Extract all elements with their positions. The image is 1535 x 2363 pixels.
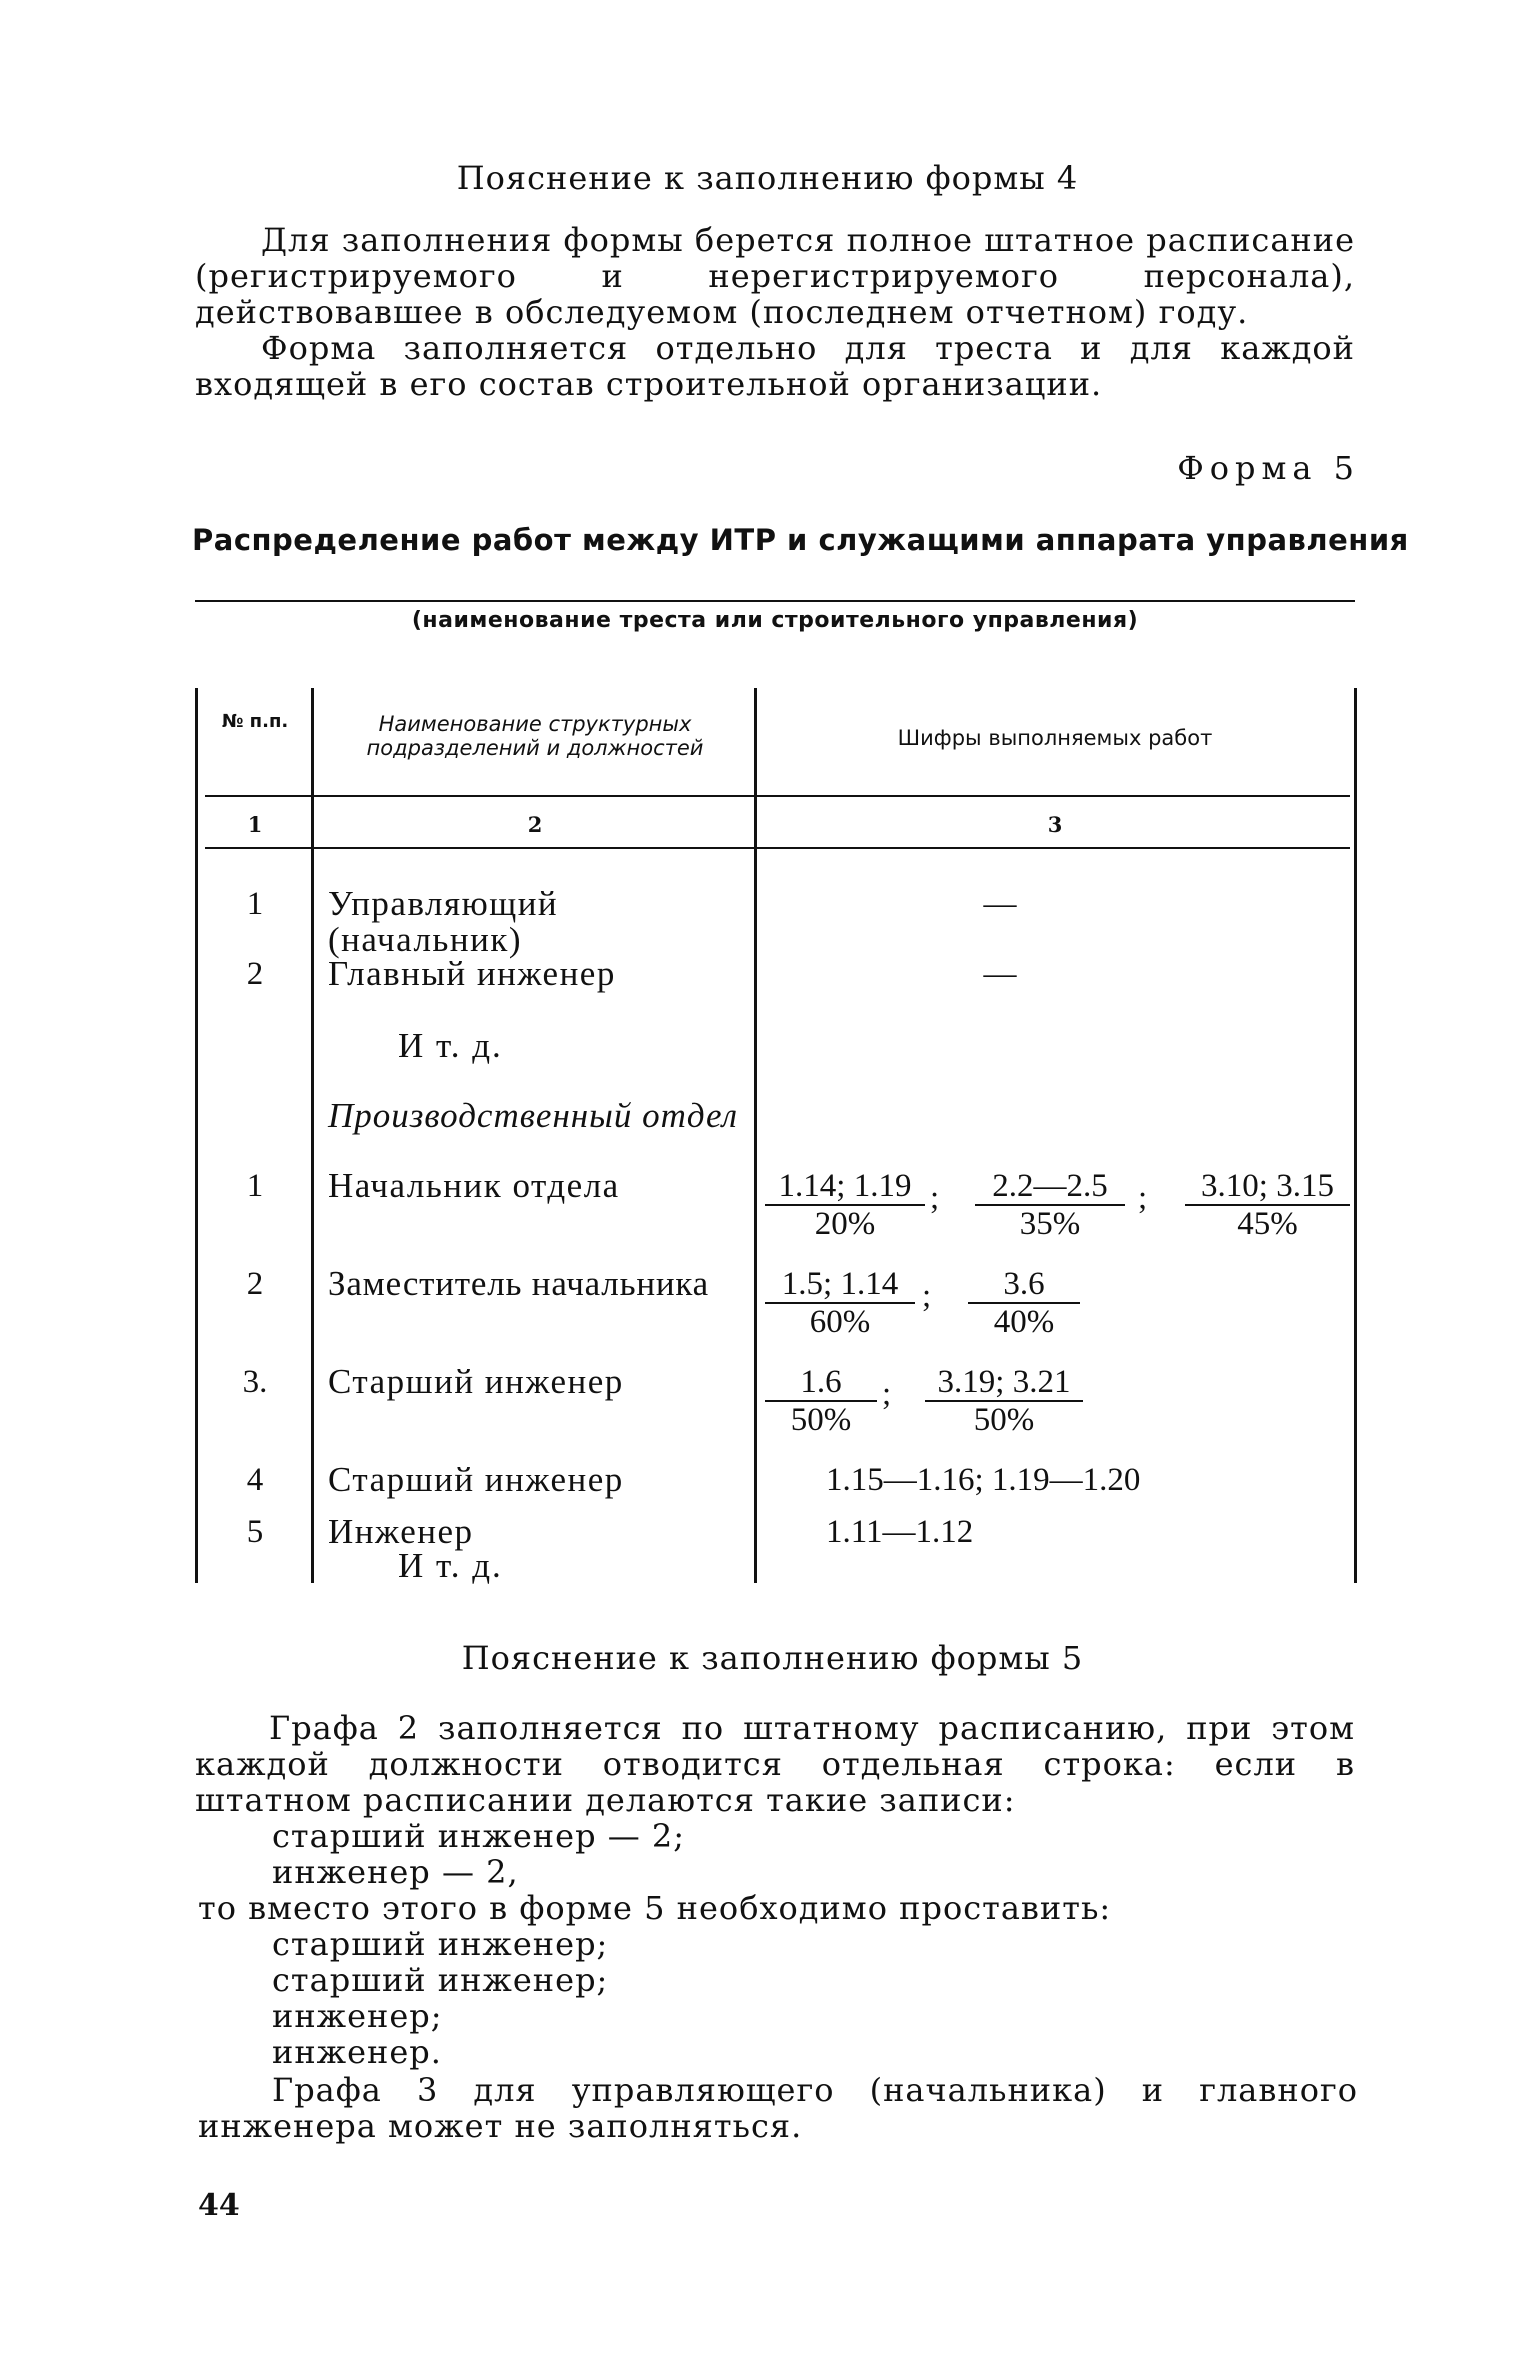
explanation5-list-item: старший инженер;	[272, 1925, 609, 1963]
explanation5-para2: то вместо этого в форме 5 необходимо проставить:	[198, 1889, 1112, 1927]
header-separator	[205, 795, 1350, 797]
fraction-percent: 50%	[790, 1402, 852, 1438]
code-fraction	[925, 1364, 1083, 1438]
fraction-percent: 35%	[1019, 1206, 1081, 1242]
col-number-2: 2	[527, 812, 543, 837]
row-name: Инженер	[328, 1512, 474, 1551]
table-border-left	[195, 688, 198, 1583]
header-codes: Шифры выполняемых работ	[897, 726, 1213, 750]
form5-title: Распределение работ между ИТР и служащими аппарата управления	[192, 523, 1409, 557]
explanation5-list-item: старший инженер;	[272, 1961, 609, 1999]
fraction-codes: 1.5; 1.14	[781, 1266, 899, 1302]
column-number-separator	[205, 847, 1350, 849]
row-name: Старший инженер	[328, 1362, 624, 1401]
fraction-percent: 40%	[993, 1304, 1055, 1340]
table-divider-1	[311, 688, 314, 1583]
header-name: Наименование структурных подразделений и должностей	[366, 712, 704, 760]
fraction-separator: ;	[922, 1278, 932, 1314]
explanation5-item1: старший инженер — 2;	[272, 1817, 686, 1855]
row-name: Главный инженер	[328, 954, 616, 993]
row-name: Заместитель начальника	[328, 1264, 709, 1303]
row-name: Начальник отдела	[328, 1166, 620, 1205]
fraction-codes: 3.19; 3.21	[937, 1364, 1071, 1400]
code-fraction	[765, 1168, 925, 1242]
explanation4-para1: Для заполнения формы берется полное штатное расписание (регистрируемого и нерегистрируемого персонала), действовавшее в обследуемом (последнем отчетном) году.	[195, 221, 1355, 331]
fraction-percent: 45%	[1237, 1206, 1298, 1242]
row-codes: —	[983, 886, 1017, 922]
explanation4-para2: Форма заполняется отдельно для треста и для каждой входящей в его состав строительной организации.	[195, 329, 1355, 403]
row-number: 2	[246, 956, 264, 992]
col-number-3: 3	[1047, 812, 1063, 837]
fraction-codes: 3.6	[1003, 1266, 1045, 1302]
row-number: 5	[246, 1514, 264, 1550]
row-name: Старший инженер	[328, 1460, 624, 1499]
fraction-codes: 3.10; 3.15	[1201, 1168, 1334, 1204]
explanation5-para1: Графа 2 заполняется по штатному расписанию, при этом каждой должности отводится отдельная строка: если в штатном расписании делаются такие записи:	[195, 1709, 1355, 1819]
explanation4-title: Пояснение к заполнению формы 4	[456, 159, 1079, 197]
row-codes: 1.11—1.12	[826, 1514, 974, 1550]
row-name: Управляющий (начальник)	[328, 884, 559, 959]
code-fraction	[975, 1168, 1125, 1242]
row-codes: 1.15—1.16; 1.19—1.20	[826, 1462, 1141, 1498]
fraction-codes: 1.6	[800, 1364, 842, 1400]
code-fraction	[1185, 1168, 1350, 1242]
fraction-codes: 2.2—2.5	[992, 1168, 1108, 1204]
row-etc: И т. д.	[398, 1026, 503, 1065]
table-divider-2	[754, 688, 757, 1583]
page-number: 44	[198, 2188, 240, 2223]
fraction-separator: ;	[930, 1180, 940, 1216]
form5-subtitle: (наименование треста или строительного управления)	[411, 608, 1139, 633]
row-etc: И т. д.	[398, 1546, 503, 1585]
row-codes: —	[983, 956, 1017, 992]
explanation5-para3: Графа 3 для управляющего (начальника) и главного инженера может не заполняться.	[198, 2071, 1358, 2145]
row-number: 4	[246, 1462, 264, 1498]
row-number: 1	[246, 886, 264, 922]
explanation5-list-item: инженер;	[272, 1997, 443, 2035]
fraction-percent: 50%	[973, 1402, 1035, 1438]
fraction-separator: ;	[882, 1376, 892, 1412]
explanation5-item2: инженер — 2,	[272, 1853, 519, 1891]
code-fraction	[765, 1266, 915, 1340]
row-number: 2	[246, 1266, 264, 1302]
code-fraction	[968, 1266, 1080, 1340]
fraction-percent: 60%	[809, 1304, 871, 1340]
explanation5-title: Пояснение к заполнению формы 5	[461, 1639, 1084, 1677]
fraction-percent: 20%	[814, 1206, 876, 1242]
row-number: 1	[246, 1168, 264, 1204]
department-name: Производственный отдел	[328, 1096, 738, 1135]
col-number-1: 1	[247, 812, 263, 837]
table-border-right	[1354, 688, 1357, 1583]
fraction-separator: ;	[1138, 1180, 1148, 1216]
header-num: № п.п.	[221, 711, 289, 732]
row-number: 3.	[242, 1364, 268, 1400]
explanation5-list-item: инженер.	[272, 2033, 442, 2071]
org-name-line	[195, 600, 1355, 602]
form5-label: Форма 5	[1177, 449, 1360, 487]
code-fraction	[765, 1364, 877, 1438]
fraction-codes: 1.14; 1.19	[778, 1168, 912, 1204]
